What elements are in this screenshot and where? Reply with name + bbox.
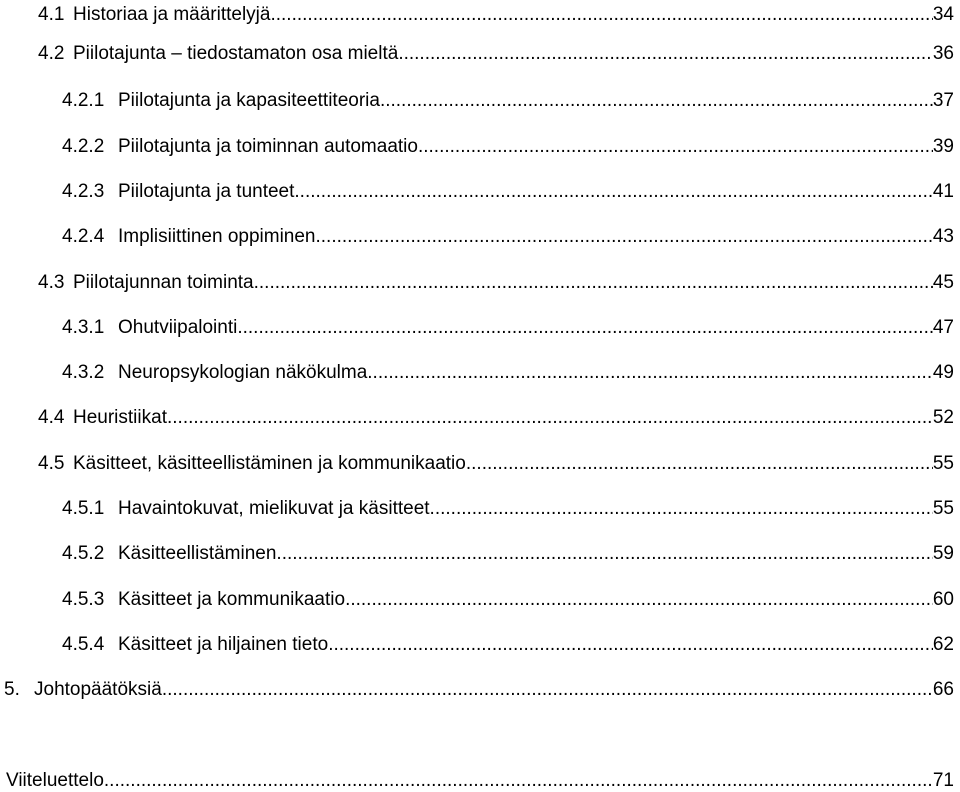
dot-leader [270, 4, 932, 26]
toc-entry-number: 4.2.2 [62, 136, 105, 157]
toc-entry-number: 4.5.3 [62, 589, 105, 610]
toc-entry[interactable] [62, 177, 954, 203]
toc-entry-number: 4.3 [38, 272, 65, 293]
toc-entry-page: 59 [932, 543, 954, 564]
toc-entry[interactable] [4, 675, 954, 701]
dot-leader [162, 679, 933, 701]
toc-entry[interactable] [6, 766, 954, 792]
toc-entry-title: Johtopäätöksiä [34, 679, 162, 700]
dot-leader [345, 589, 933, 611]
toc-entry-page: 55 [932, 498, 954, 519]
toc-entry-page: 52 [932, 407, 954, 428]
toc-entry-number: 4.2.3 [62, 181, 105, 202]
toc-entry[interactable] [38, 268, 954, 294]
toc-entry[interactable] [62, 585, 954, 611]
toc-entry-page: 47 [932, 317, 954, 338]
toc-entry-page: 45 [932, 272, 954, 293]
dot-leader [276, 543, 932, 565]
toc-entry-title: Neuropsykologian näkökulma [118, 362, 368, 383]
toc-entry[interactable] [38, 403, 954, 429]
dot-leader [418, 136, 933, 158]
toc-entry-page: 66 [932, 679, 954, 700]
toc-entry-title: Käsitteellistäminen [118, 543, 277, 564]
toc-entry-page: 60 [932, 589, 954, 610]
dot-leader [316, 226, 933, 248]
toc-entry[interactable] [62, 494, 954, 520]
toc-entry-page: 49 [932, 362, 954, 383]
toc-entry[interactable] [62, 539, 954, 565]
toc-entry-title: Historiaa ja määrittelyjä [73, 4, 271, 25]
toc-entry-title: Käsitteet ja hiljainen tieto [118, 634, 329, 655]
toc-entry[interactable] [38, 39, 954, 65]
toc-entry-title: Piilotajunta ja kapasiteettiteoria [118, 90, 380, 111]
toc-entry-number: 4.5.2 [62, 543, 105, 564]
dot-leader [254, 272, 933, 294]
toc-entry-page: 43 [932, 226, 954, 247]
toc-entry-number: 4.3.2 [62, 362, 105, 383]
dot-leader [430, 498, 933, 520]
dot-leader [294, 181, 932, 203]
toc-entry-page: 37 [932, 90, 954, 111]
toc-entry[interactable] [62, 358, 954, 384]
toc-entry-number: 5. [4, 679, 20, 700]
toc-entry-page: 62 [932, 634, 954, 655]
toc-entry[interactable] [62, 222, 954, 248]
toc-entry[interactable] [62, 132, 954, 158]
dot-leader [367, 362, 933, 384]
toc-entry[interactable] [38, 0, 954, 26]
toc-entry-page: 39 [932, 136, 954, 157]
dot-leader [104, 770, 933, 792]
dot-leader [380, 90, 933, 112]
toc-entry-number: 4.2 [38, 43, 65, 64]
toc-entry-title: Heuristiikat [73, 407, 167, 428]
toc-entry-page: 55 [932, 453, 954, 474]
toc-entry[interactable] [62, 86, 954, 112]
toc-entry-title: Havaintokuvat, mielikuvat ja käsitteet [118, 498, 430, 519]
toc-entry-title: Piilotajunta – tiedostamaton osa mieltä [73, 43, 399, 64]
dot-leader [398, 43, 933, 65]
toc-entry-title: Ohutviipalointi [118, 317, 238, 338]
toc-entry[interactable] [62, 630, 954, 656]
toc-entry-number: 4.2.4 [62, 226, 105, 247]
toc-entry-number: 4.2.1 [62, 90, 105, 111]
toc-entry-number: 4.5.4 [62, 634, 105, 655]
dot-leader [167, 407, 933, 429]
toc-entry-page: 71 [932, 770, 954, 791]
toc-entry-page: 34 [932, 4, 954, 25]
toc-entry-title: Piilotajunta ja tunteet [118, 181, 295, 202]
toc-entry-number: 4.1 [38, 4, 65, 25]
toc-entry-title: Käsitteet, käsitteellistäminen ja kommunikaatio [73, 453, 466, 474]
toc-entry-page: 36 [932, 43, 954, 64]
toc-entry[interactable] [38, 449, 954, 475]
dot-leader [466, 453, 933, 475]
toc-entry[interactable] [62, 313, 954, 339]
toc-entry-title: Käsitteet ja kommunikaatio [118, 589, 346, 610]
toc-entry-title: Piilotajunta ja toiminnan automaatio [118, 136, 418, 157]
toc-entry-number: 4.3.1 [62, 317, 105, 338]
dot-leader [237, 317, 933, 339]
dot-leader [328, 634, 933, 656]
toc-entry-title: Piilotajunnan toiminta [73, 272, 254, 293]
toc-entry-number: 4.5.1 [62, 498, 105, 519]
toc-entry-page: 41 [932, 181, 954, 202]
toc-entry-title: Viiteluettelo [6, 770, 104, 791]
toc-entry-title: Implisiittinen oppiminen [118, 226, 316, 247]
toc-entry-number: 4.5 [38, 453, 65, 474]
toc-entry-number: 4.4 [38, 407, 65, 428]
